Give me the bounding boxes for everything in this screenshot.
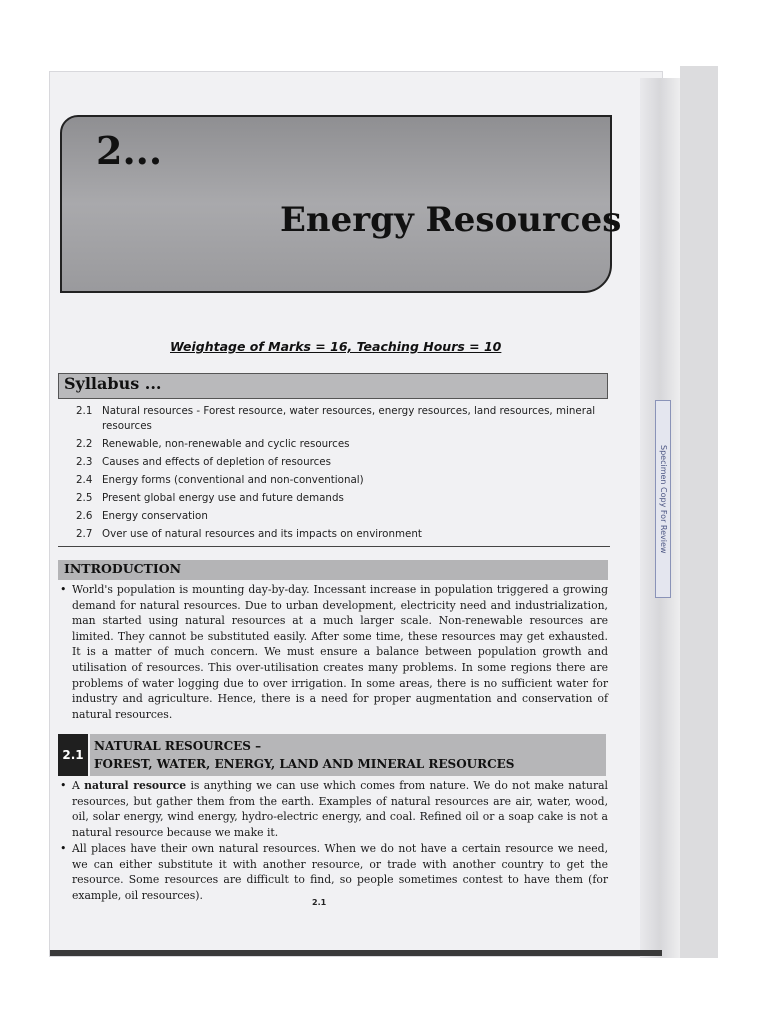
section-title-line: FOREST, WATER, ENERGY, LAND AND MINERAL RESOURCES xyxy=(94,757,515,771)
chapter-number: 2... xyxy=(96,128,163,173)
syllabus-item-number: 2.4 xyxy=(76,474,93,486)
syllabus-item-text: Energy forms (conventional and non-conventional) xyxy=(102,474,364,486)
syllabus-item-text: Renewable, non-renewable and cyclic resources xyxy=(102,438,350,450)
syllabus-item-text: Causes and effects of depletion of resources xyxy=(102,456,332,468)
side-stamp: Specimen Copy For Review xyxy=(655,400,671,598)
syllabus-item-number: 2.2 xyxy=(76,438,93,450)
page-number: 2.1 xyxy=(312,898,327,907)
syllabus-item xyxy=(76,473,616,488)
section-number-badge: 2.1 xyxy=(58,734,88,776)
syllabus-item-number: 2.3 xyxy=(76,456,93,468)
syllabus-item-text: Present global energy use and future demands xyxy=(102,492,344,504)
natural-resource-paragraph xyxy=(72,778,608,840)
weightage-line: Weightage of Marks = 16, Teaching Hours = 10 xyxy=(170,339,502,354)
places-resources-paragraph: All places have their own natural resources. When we do not have a certain resource we need, we can either substitute it with another resource, or trade with another country to get the resource. Some resources are difficult to find, so people sometimes contest to have them (for example, oil resources). xyxy=(72,842,608,902)
bullet-marker: • xyxy=(60,583,67,596)
syllabus-heading: Syllabus ... xyxy=(64,374,162,393)
bullet-marker: • xyxy=(60,779,67,792)
chapter-title: Energy Resources xyxy=(280,200,622,240)
syllabus-item-text: Natural resources - Forest resource, water resources, energy resources, land resources, mineral resources xyxy=(102,405,596,432)
section-title xyxy=(94,737,604,773)
introduction-heading: INTRODUCTION xyxy=(64,561,182,576)
syllabus-item-text: Energy conservation xyxy=(102,510,208,522)
section-title-line: NATURAL RESOURCES – xyxy=(94,739,262,753)
syllabus-item xyxy=(76,404,616,434)
syllabus-item xyxy=(76,437,616,452)
introduction-paragraph: World's population is mounting day-by-day. Incessant increase in population triggered a growing demand for natural resources. Due to urban development, electricity need and industrialization, man started using natural resources at a much larger scale. Non-renewable resources are limited. They cannot be substituted easily. After some time, these resources may get exhausted. It is a matter of much concern. We must ensure a balance between population growth and utilisation of resources. This over-utilisation creates many problems. In some regions there are problems of water logging due to over irrigation. In some areas, there is no sufficient water for industry and agriculture. Hence, there is a need for proper augmentation and conservation of natural resources. xyxy=(72,583,608,721)
syllabus-item-number: 2.6 xyxy=(76,510,93,522)
syllabus-item-number: 2.5 xyxy=(76,492,93,504)
book-edge xyxy=(680,66,718,958)
syllabus-item xyxy=(76,455,616,470)
syllabus-divider xyxy=(58,546,610,547)
natural-resource-term: natural resource xyxy=(84,779,187,792)
syllabus-item-text: Over use of natural resources and its impacts on environment xyxy=(102,528,422,540)
para-lead: A xyxy=(72,779,85,792)
syllabus-item-number: 2.1 xyxy=(76,405,93,417)
syllabus-item xyxy=(76,509,616,524)
syllabus-list xyxy=(76,404,616,545)
bullet-marker: • xyxy=(60,842,67,855)
page-bottom-edge xyxy=(50,950,662,956)
syllabus-item xyxy=(76,491,616,506)
syllabus-item xyxy=(76,527,616,542)
syllabus-item-number: 2.7 xyxy=(76,528,93,540)
para-rest: is anything we can use which comes from nature. We do not make natural resources, but gather them from the earth. Examples of natural resources are air, water, wood, oil, solar energy, wind energy, hydro-electric energy, and coal. Refined oil or a soap cake is not a natural resource because we make it. xyxy=(72,779,608,839)
